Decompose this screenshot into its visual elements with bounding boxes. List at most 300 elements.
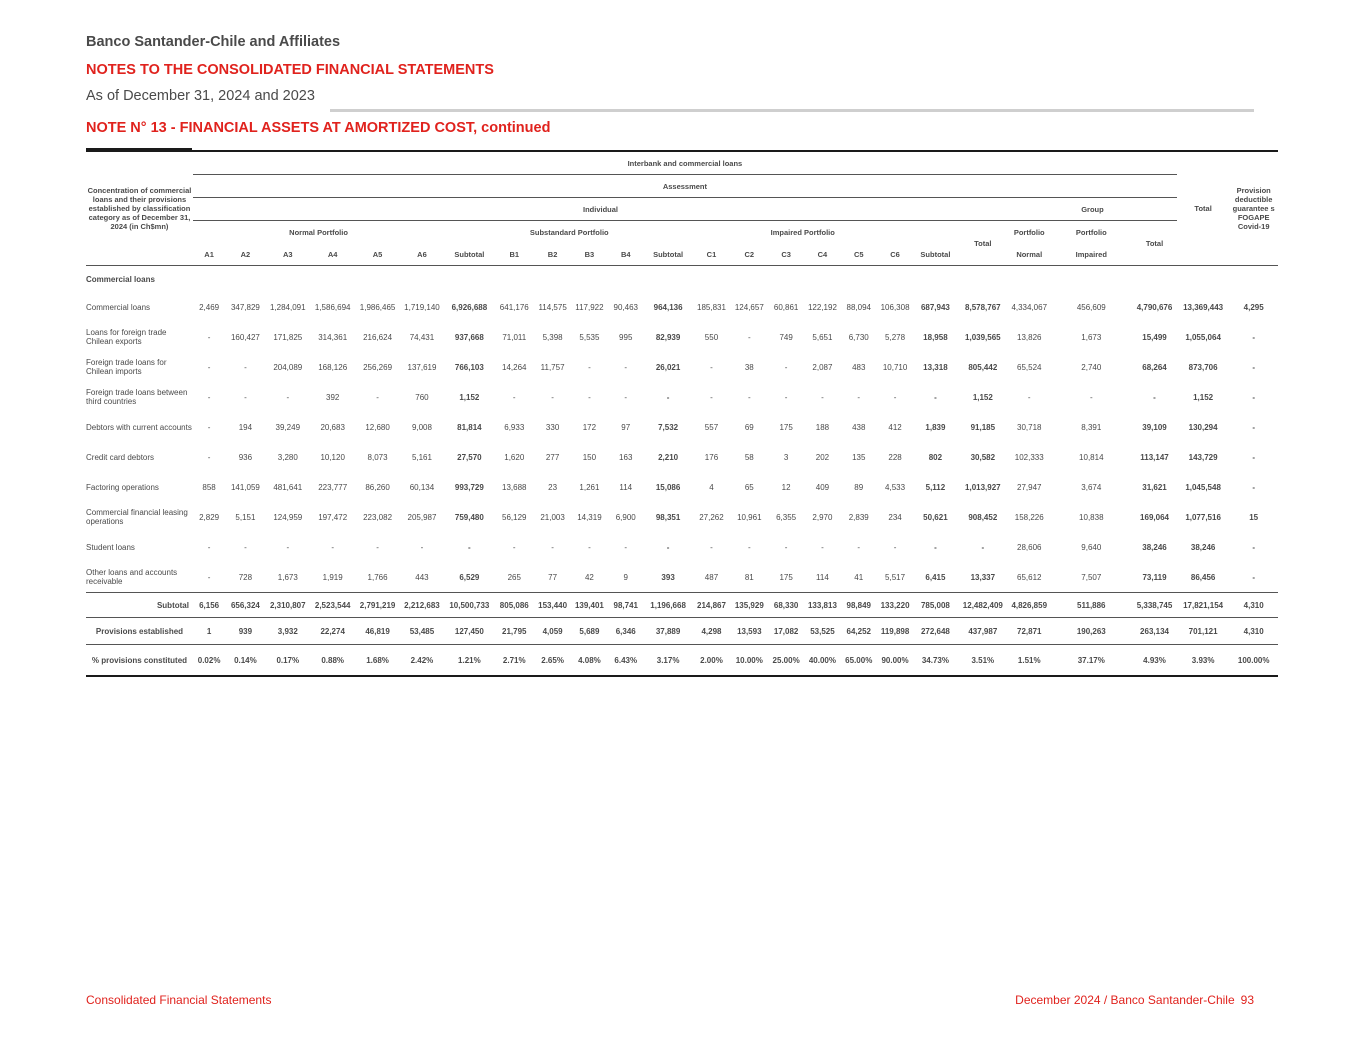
- column-header-subtotal: Subtotal: [920, 249, 951, 259]
- table-cell: 9,008: [411, 422, 432, 432]
- table-cell: 14,319: [577, 512, 602, 522]
- table-cell: 701,121: [1177, 618, 1229, 645]
- table-cell: 1.51%: [1008, 645, 1050, 677]
- table-cell: 1,261: [579, 482, 600, 492]
- table-cell: 256,269: [363, 362, 393, 372]
- table-cell: 197,472: [318, 512, 348, 522]
- table-cell: 133,220: [877, 593, 913, 618]
- table-cell: 25.00%: [768, 645, 804, 677]
- table-cell: 10,120: [320, 452, 345, 462]
- table-cell: 100.00%: [1229, 645, 1278, 677]
- table-cell: 17,821,154: [1177, 593, 1229, 618]
- table-cell: 4.08%: [571, 645, 607, 677]
- column-header-subtotal: Subtotal: [454, 249, 485, 259]
- table-cell: 483: [852, 362, 866, 372]
- table-cell: -: [857, 542, 861, 552]
- table-cell: 1,839: [925, 422, 946, 432]
- table-cell: 12,482,409: [958, 593, 1008, 618]
- table-cell: 21,795: [495, 618, 534, 645]
- table-cell: 443: [415, 572, 429, 582]
- table-cell: 1,039,565: [965, 332, 1001, 342]
- table-cell: -: [710, 542, 713, 552]
- table-cell: 22,274: [310, 618, 355, 645]
- header-substandard-portfolio: Substandard Portfolio: [529, 227, 609, 237]
- table-cell: 53,525: [804, 618, 840, 645]
- table-cell: -: [624, 542, 628, 552]
- table-row: [86, 532, 1278, 562]
- table-cell: 7,507: [1081, 572, 1102, 582]
- table-cell: 760: [415, 392, 429, 402]
- table-cell: 2,791,219: [355, 593, 399, 618]
- table-cell: -: [588, 362, 591, 372]
- table-cell: 38,246: [1142, 542, 1167, 552]
- row-label: Student loans: [86, 542, 135, 552]
- table-cell: 1.68%: [355, 645, 399, 677]
- table-cell: 805,442: [968, 362, 998, 372]
- table-cell: 50,621: [923, 512, 948, 522]
- table-cell: 102,333: [1014, 452, 1044, 462]
- table-cell: 4,334,067: [1011, 302, 1048, 312]
- table-cell: 2,087: [812, 362, 833, 372]
- table-cell: 86,260: [365, 482, 390, 492]
- date-line: As of December 31, 2024 and 2023: [86, 88, 315, 104]
- table-cell: 15,086: [655, 482, 681, 492]
- table-cell: 4: [709, 482, 714, 492]
- table-cell: 21,003: [540, 512, 565, 522]
- table-cell: 2,523,544: [310, 593, 355, 618]
- table-cell: 56,129: [502, 512, 527, 522]
- table-row: [86, 382, 1278, 412]
- table-cell: 122,192: [807, 302, 837, 312]
- table-cell: 106,308: [880, 302, 910, 312]
- column-header-a5: A5: [372, 249, 383, 259]
- table-cell: 40.00%: [804, 645, 840, 677]
- table-cell: 91,185: [970, 422, 996, 432]
- footer-right-text: December 2024 / Banco Santander-Chile: [1015, 993, 1235, 1007]
- table-cell: 437,987: [958, 618, 1008, 645]
- table-cell: 81: [744, 572, 754, 582]
- table-cell: 34.73%: [913, 645, 957, 677]
- table-cell: 939: [225, 618, 265, 645]
- table-cell: 119,898: [877, 618, 913, 645]
- table-cell: 216,624: [363, 332, 393, 342]
- header-impaired-portfolio: Impaired Portfolio: [770, 227, 835, 237]
- financial-table: [86, 150, 1278, 677]
- table-cell: 160,427: [230, 332, 260, 342]
- table-cell: 8,073: [367, 452, 388, 462]
- table-cell: 6,933: [504, 422, 525, 432]
- table-cell: -: [1089, 392, 1093, 402]
- table-cell: 13,337: [970, 572, 996, 582]
- table-cell: 2.42%: [400, 645, 444, 677]
- table-cell: 10.00%: [731, 645, 768, 677]
- table-cell: 11,757: [540, 362, 565, 372]
- table-cell: 456,609: [1076, 302, 1106, 312]
- column-header-b3: B3: [584, 249, 595, 259]
- row-label: % provisions constituted: [86, 645, 193, 677]
- table-cell: -: [1252, 362, 1255, 372]
- table-cell: 2,310,807: [266, 593, 310, 618]
- table-cell: 6.43%: [608, 645, 644, 677]
- table-cell: 37,889: [644, 618, 692, 645]
- table-cell: 98,741: [608, 593, 644, 618]
- table-cell: 4,790,676: [1136, 302, 1173, 312]
- table-cell: 3,932: [266, 618, 310, 645]
- table-cell: 6,415: [925, 572, 946, 582]
- table-cell: -: [934, 392, 937, 402]
- table-cell: 68,330: [768, 593, 804, 618]
- table-cell: 68,264: [1142, 362, 1167, 372]
- column-header-a3: A3: [282, 249, 293, 259]
- header-assessment: Assessment: [193, 175, 1177, 198]
- table-cell: -: [710, 362, 713, 372]
- table-cell: 4,310: [1229, 593, 1278, 618]
- table-cell: -: [1252, 392, 1255, 402]
- table-cell: -: [893, 392, 897, 402]
- table-cell: 1,284,091: [269, 302, 306, 312]
- table-cell: 158,226: [1014, 512, 1044, 522]
- table-cell: 98,849: [841, 593, 877, 618]
- table-cell: 993,729: [454, 482, 484, 492]
- table-cell: 3.93%: [1177, 645, 1229, 677]
- table-cell: 10,838: [1079, 512, 1104, 522]
- table-cell: 5,517: [885, 572, 906, 582]
- table-cell: 487: [704, 572, 719, 582]
- table-cell: -: [784, 392, 788, 402]
- table-cell: 1,152: [1193, 392, 1214, 402]
- table-cell: 0.17%: [266, 645, 310, 677]
- table-row: [86, 322, 1278, 352]
- header-portfolio-normal: Portfolio: [1013, 227, 1045, 237]
- table-cell: 72,871: [1008, 618, 1050, 645]
- table-cell: 1,196,668: [644, 593, 692, 618]
- table-cell: 175: [779, 572, 793, 582]
- table-cell: 6,355: [776, 512, 797, 522]
- table-cell: -: [512, 392, 516, 402]
- table-row: [86, 292, 1278, 322]
- table-cell: 223,777: [318, 482, 348, 492]
- table-cell: 10,710: [882, 362, 908, 372]
- table-cell: 5,338,745: [1132, 593, 1177, 618]
- table-cell: 113,147: [1140, 452, 1169, 462]
- table-cell: 2,469: [199, 302, 220, 312]
- table-cell: 1,673: [277, 572, 298, 582]
- table-cell: 127,450: [444, 618, 494, 645]
- table-cell: 13,826: [1017, 332, 1042, 342]
- column-header-b1: B1: [509, 249, 520, 259]
- table-cell: -: [286, 542, 290, 552]
- table-cell: -: [207, 452, 211, 462]
- row-label: Provisions established: [86, 618, 193, 645]
- page-number: 93: [1240, 993, 1254, 1007]
- table-cell: -: [512, 542, 516, 552]
- table-row: [86, 472, 1278, 502]
- table-cell: 39,249: [275, 422, 301, 432]
- table-cell: 228: [888, 452, 902, 462]
- table-cell: 27,947: [1017, 482, 1042, 492]
- table-cell: 995: [619, 332, 633, 342]
- table-cell: 13,593: [731, 618, 768, 645]
- table-cell: 550: [704, 332, 719, 342]
- table-cell: -: [624, 392, 628, 402]
- table-cell: 31,621: [1142, 482, 1167, 492]
- table-cell: 71,011: [502, 332, 527, 342]
- table-cell: 656,324: [225, 593, 265, 618]
- table-cell: 8,578,767: [965, 302, 1001, 312]
- table-cell: -: [420, 542, 424, 552]
- table-cell: 74,431: [409, 332, 435, 342]
- table-cell: 4,533: [885, 482, 906, 492]
- table-cell: 13,369,443: [1183, 302, 1224, 312]
- table-cell: 1,055,064: [1185, 332, 1221, 342]
- table-cell: 6,346: [608, 618, 644, 645]
- column-header-b4: B4: [620, 249, 631, 259]
- column-header-c6: C6: [890, 249, 900, 259]
- column-header-c5: C5: [853, 249, 864, 259]
- column-header-impaired: Impaired: [1075, 249, 1107, 259]
- table-cell: 18,958: [923, 332, 948, 342]
- table-cell: 10,814: [1079, 452, 1104, 462]
- row-label: Commercial financial leasing operations: [86, 508, 188, 526]
- table-cell: 5,689: [571, 618, 607, 645]
- table-cell: 749: [779, 332, 793, 342]
- table-cell: 9,640: [1081, 542, 1102, 552]
- section-commercial-loans: Commercial loans: [86, 266, 1278, 293]
- table-cell: -: [376, 392, 379, 402]
- subtotal-row: [86, 593, 1278, 618]
- table-cell: 15: [1249, 512, 1259, 522]
- column-header-normal: Normal: [1016, 249, 1043, 259]
- table-cell: 97: [621, 422, 631, 432]
- table-cell: 2,210: [658, 452, 679, 462]
- header-total: Total: [1177, 151, 1229, 266]
- table-cell: -: [747, 392, 751, 402]
- footer-right: [1015, 993, 1254, 1007]
- table-cell: 86,456: [1190, 572, 1216, 582]
- table-cell: 13,318: [923, 362, 948, 372]
- company-name: Banco Santander-Chile and Affiliates: [86, 34, 341, 50]
- table-cell: 1: [193, 618, 225, 645]
- column-header-c1: C1: [706, 249, 717, 259]
- table-cell: 185,831: [697, 302, 726, 312]
- table-cell: -: [207, 572, 211, 582]
- table-cell: -: [207, 332, 211, 342]
- header-portfolio-impaired: Portfolio: [1075, 227, 1107, 237]
- table-row: [86, 502, 1278, 532]
- table-cell: 169,064: [1140, 512, 1169, 522]
- table-cell: 23: [548, 482, 558, 492]
- table-cell: 5,278: [885, 332, 906, 342]
- header-provision-fogape: Provision deductible guarantee s FOGAPE Covid-19: [1229, 151, 1278, 266]
- table-cell: -: [244, 362, 247, 372]
- table-cell: 2,829: [199, 512, 220, 522]
- table-corner-label: Concentration of commercial loans and their provisions established by classification category as of December 31, 2024 (in Ch$mn): [86, 151, 193, 266]
- table-cell: 1,045,548: [1185, 482, 1221, 492]
- table-cell: 139,401: [571, 593, 607, 618]
- table-cell: -: [1252, 452, 1255, 462]
- table-cell: 10,500,733: [444, 593, 494, 618]
- table-cell: 133,813: [804, 593, 840, 618]
- table-cell: 124,959: [273, 512, 303, 522]
- table-cell: 234: [888, 512, 902, 522]
- table-cell: 143,729: [1188, 452, 1218, 462]
- header-normal-portfolio: Normal Portfolio: [289, 227, 348, 237]
- table-cell: 64,252: [841, 618, 877, 645]
- row-label: Foreign trade loans between third countries: [86, 388, 188, 406]
- table-cell: 38: [744, 362, 754, 372]
- table-cell: 153,440: [534, 593, 571, 618]
- table-cell: -: [588, 542, 591, 552]
- note-title: NOTE N° 13 - FINANCIAL ASSETS AT AMORTIZED COST, continued: [86, 120, 551, 136]
- table-cell: -: [624, 362, 628, 372]
- table-cell: 37.17%: [1050, 645, 1132, 677]
- table-cell: 3.51%: [958, 645, 1008, 677]
- table-cell: -: [468, 542, 471, 552]
- table-cell: 190,263: [1050, 618, 1132, 645]
- table-cell: 4,059: [534, 618, 571, 645]
- table-cell: 511,886: [1050, 593, 1132, 618]
- table-cell: 172: [582, 422, 597, 432]
- table-cell: 2,839: [848, 512, 869, 522]
- table-cell: 65: [744, 482, 754, 492]
- table-cell: 759,480: [454, 512, 484, 522]
- table-cell: 6,156: [193, 593, 225, 618]
- table-cell: 805,086: [495, 593, 534, 618]
- table-cell: 785,008: [913, 593, 957, 618]
- row-label: Factoring operations: [86, 482, 159, 492]
- table-cell: 0.14%: [225, 645, 265, 677]
- table-cell: 82,939: [655, 332, 681, 342]
- table-cell: 137,619: [407, 362, 437, 372]
- table-cell: 314,361: [318, 332, 348, 342]
- table-cell: -: [784, 542, 788, 552]
- table-row: [86, 562, 1278, 593]
- table-cell: 873,706: [1188, 362, 1218, 372]
- table-cell: 65,524: [1017, 362, 1042, 372]
- table-cell: -: [893, 542, 897, 552]
- table-cell: -: [747, 332, 751, 342]
- table-cell: 0.02%: [193, 645, 225, 677]
- table-cell: -: [857, 392, 861, 402]
- table-row: [86, 412, 1278, 442]
- row-label: Foreign trade loans for Chilean imports: [86, 358, 167, 376]
- table-cell: -: [1252, 542, 1255, 552]
- table-cell: -: [1252, 482, 1255, 492]
- header-group: Group: [1008, 198, 1177, 221]
- table-cell: 89: [854, 482, 864, 492]
- row-label: Subtotal: [86, 593, 193, 618]
- column-header-c2: C2: [744, 249, 755, 259]
- table-cell: -: [710, 392, 713, 402]
- table-cell: 12,680: [365, 422, 390, 432]
- table-cell: -: [784, 362, 788, 372]
- table-cell: -: [207, 542, 211, 552]
- table-cell: 2,212,683: [400, 593, 444, 618]
- table-cell: 412: [888, 422, 902, 432]
- table-cell: 117,922: [575, 302, 604, 312]
- table-cell: 90.00%: [877, 645, 913, 677]
- row-label: Other loans and accounts receivable: [86, 568, 178, 586]
- table-cell: -: [207, 422, 211, 432]
- header-divider: [330, 109, 1254, 112]
- table-cell: 171,825: [273, 332, 303, 342]
- table-cell: 802: [928, 452, 943, 462]
- column-header-c4: C4: [817, 249, 828, 259]
- table-cell: 114: [816, 572, 829, 582]
- table-cell: 1,152: [972, 392, 993, 402]
- table-cell: 347,829: [230, 302, 260, 312]
- column-header-subtotal: Subtotal: [653, 249, 684, 259]
- table-cell: 114,575: [538, 302, 567, 312]
- header-individual: Individual: [193, 198, 1008, 221]
- table-cell: 42: [584, 572, 594, 582]
- column-header-a1: A1: [204, 249, 214, 259]
- row-label: Debtors with current accounts: [86, 422, 192, 432]
- table-cell: 135: [852, 452, 866, 462]
- table-row: [86, 442, 1278, 472]
- footer-left: Consolidated Financial Statements: [86, 993, 272, 1007]
- table-cell: 964,136: [653, 302, 683, 312]
- table-cell: 1,986,465: [359, 302, 396, 312]
- table-cell: 393: [661, 572, 675, 582]
- table-cell: 176: [704, 452, 719, 462]
- table-cell: 6,730: [848, 332, 869, 342]
- table-cell: -: [1027, 392, 1031, 402]
- table-cell: 858: [202, 482, 216, 492]
- table-cell: 2.71%: [495, 645, 534, 677]
- table-cell: 73,119: [1142, 572, 1167, 582]
- table-cell: 2,970: [812, 512, 833, 522]
- table-cell: 1,077,516: [1185, 512, 1221, 522]
- table-cell: -: [1252, 572, 1255, 582]
- column-header-a4: A4: [327, 249, 338, 259]
- table-cell: 9: [623, 572, 628, 582]
- table-cell: 141,059: [230, 482, 260, 492]
- table-cell: 175: [779, 422, 793, 432]
- table-cell: 1,766: [367, 572, 388, 582]
- table-cell: 6,529: [459, 572, 480, 582]
- table-cell: 2.00%: [692, 645, 730, 677]
- table-cell: 5,651: [812, 332, 833, 342]
- table-cell: 39,109: [1142, 422, 1167, 432]
- table-cell: 6,900: [615, 512, 636, 522]
- table-cell: 5,535: [579, 332, 600, 342]
- table-cell: -: [331, 542, 335, 552]
- table-cell: -: [207, 362, 211, 372]
- table-cell: 27,570: [457, 452, 482, 462]
- table-cell: 272,648: [913, 618, 957, 645]
- notes-title: NOTES TO THE CONSOLIDATED FINANCIAL STATEMENTS: [86, 62, 494, 78]
- table-cell: -: [1252, 422, 1255, 432]
- table-cell: 46,819: [355, 618, 399, 645]
- table-cell: 1,586,694: [314, 302, 351, 312]
- table-cell: 5,112: [925, 482, 946, 492]
- table-cell: 202: [815, 452, 830, 462]
- table-cell: 481,641: [273, 482, 303, 492]
- table-cell: 90,463: [613, 302, 638, 312]
- table-cell: 17,082: [768, 618, 804, 645]
- table-cell: 1,673: [1081, 332, 1102, 342]
- table-cell: -: [666, 542, 670, 552]
- table-cell: 130,294: [1188, 422, 1218, 432]
- table-cell: 908,452: [968, 512, 998, 522]
- table-cell: 766,103: [454, 362, 484, 372]
- table-cell: 1,919: [322, 572, 343, 582]
- table-cell: 98,351: [655, 512, 681, 522]
- table-cell: 30,718: [1017, 422, 1042, 432]
- table-cell: 38,246: [1190, 542, 1216, 552]
- table-cell: -: [981, 542, 985, 552]
